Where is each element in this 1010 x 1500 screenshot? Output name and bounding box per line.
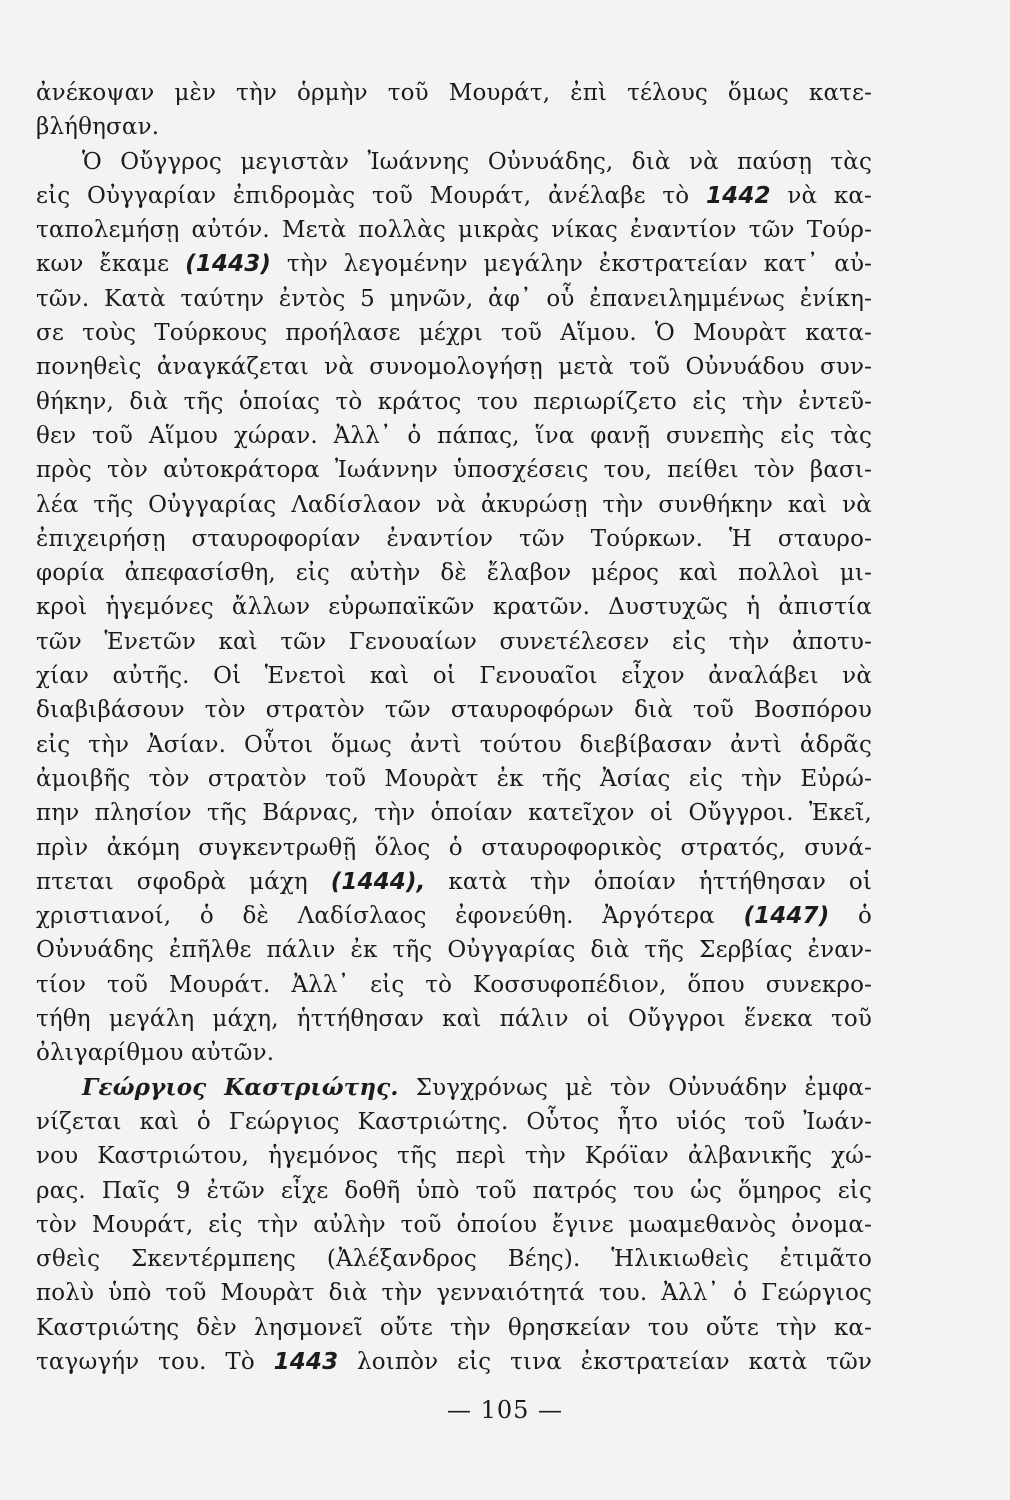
text-line: τήθη μεγάλη μάχη, ἡττήθησαν καὶ πάλιν οἱ Οὔγγροι ἕνεκα τοῦ bbox=[36, 1006, 872, 1033]
text-fragment: Συγχρόνως μὲ τὸν Οὐνυάδην ἐμφα- bbox=[415, 1074, 872, 1101]
text-line: τῶν Ἑνετῶν καὶ τῶν Γενουαίων συνετέλεσεν εἰς τὴν ἀποτυ- bbox=[36, 628, 872, 655]
section-heading: Γεώργιος Καστριώτης. bbox=[82, 1073, 399, 1101]
text-line: πολὺ ὑπὸ τοῦ Μουρὰτ διὰ τὴν γενναιότητά του. Ἀλλ᾽ ὁ Γεώργιος bbox=[36, 1280, 872, 1307]
text-fragment: κατὰ τὴν ὁποίαν ἡττήθησαν οἱ bbox=[448, 868, 872, 895]
text-line: Οὐνυάδης ἐπῆλθε πάλιν ἐκ τῆς Οὐγγαρίας διὰ τῆς Σερβίας ἐναν- bbox=[36, 937, 872, 964]
text-fragment: λοιπὸν εἰς τινα ἐκστρατείαν κατὰ τῶν bbox=[357, 1348, 872, 1375]
text-fragment: ὁ bbox=[858, 903, 872, 930]
body-text bbox=[36, 76, 872, 1379]
year-emphasis: 1443 bbox=[273, 1348, 339, 1375]
text-line bbox=[36, 899, 872, 933]
text-line: σθεὶς Σκεντέρμπεης (Ἀλέξανδρος Βέης). Ἡλικιωθεὶς ἐτιμᾶτο bbox=[36, 1246, 872, 1273]
text-line bbox=[36, 865, 872, 899]
text-line: σε τοὺς Τούρκους προήλασε μέχρι τοῦ Αἵμου. Ὁ Μουρὰτ κατα- bbox=[36, 320, 872, 347]
text-fragment: εἰς Οὐγγαρίαν ἐπιδρομὰς τοῦ Μουράτ, ἀνέλαβε τὸ bbox=[36, 182, 690, 209]
text-line bbox=[36, 1071, 872, 1105]
text-line bbox=[36, 1345, 872, 1379]
text-line: ταπολεμήσῃ αὐτόν. Μετὰ πολλὰς μικρὰς νίκας ἐναντίον τῶν Τούρ- bbox=[36, 217, 872, 244]
text-line: πρὶν ἀκόμη συγκεντρωθῇ ὅλος ὁ σταυροφορικὸς στρατός, συνά- bbox=[36, 834, 872, 861]
text-line: φορία ἀπεφασίσθη, εἰς αὐτὴν δὲ ἔλαβον μέρος καὶ πολλοὶ μι- bbox=[36, 560, 872, 587]
text-line: θήκην, διὰ τῆς ὁποίας τὸ κράτος του περιωρίζετο εἰς τὴν ἐντεῦ- bbox=[36, 388, 872, 415]
text-line: εἰς τὴν Ἀσίαν. Οὗτοι ὅμως ἀντὶ τούτου διεβίβασαν ἀντὶ ἁδρᾶς bbox=[36, 731, 872, 758]
year-emphasis: 1442 bbox=[706, 182, 771, 209]
text-line: ὀλιγαρίθμου αὐτῶν. bbox=[36, 1040, 275, 1067]
year-emphasis: (1444), bbox=[330, 868, 426, 895]
text-line: ἀμοιβῆς τὸν στρατὸν τοῦ Μουρὰτ ἐκ τῆς Ἀσίας εἰς τὴν Εὐρώ- bbox=[36, 765, 872, 792]
text-line: ἐπιχειρήσῃ σταυροφορίαν ἐναντίον τῶν Τούρκων. Ἡ σταυρο- bbox=[36, 525, 872, 552]
text-line: τῶν. Κατὰ ταύτην ἐντὸς 5 μηνῶν, ἀφ᾽ οὗ ἐπανειλημμένως ἐνίκη- bbox=[36, 285, 872, 312]
text-line: λέα τῆς Οὐγγαρίας Λαδίσλαον νὰ ἀκυρώσῃ τὴν συνθήκην καὶ νὰ bbox=[36, 491, 872, 518]
text-fragment: νὰ κα- bbox=[787, 182, 872, 209]
text-line: ἀνέκοψαν μὲν τὴν ὁρμὴν τοῦ Μουράτ, ἐπὶ τέλους ὅμως κατε- bbox=[36, 80, 872, 106]
text-line: νου Καστριώτου, ἡγεμόνος τῆς περὶ τὴν Κρόϊαν ἀλβανικῆς χώ- bbox=[36, 1143, 872, 1170]
text-fragment: χριστιανοί, ὁ δὲ Λαδίσλαος ἐφονεύθη. Ἀργότερα bbox=[36, 903, 715, 930]
text-line bbox=[36, 179, 872, 213]
text-line: πονηθεὶς ἀναγκάζεται νὰ συνομολογήσῃ μετὰ τοῦ Οὐνυάδου συν- bbox=[36, 354, 872, 381]
text-line bbox=[36, 247, 872, 281]
text-line: διαβιβάσουν τὸν στρατὸν τῶν σταυροφόρων διὰ τοῦ Βοσπόρου bbox=[36, 697, 872, 724]
year-emphasis: (1447) bbox=[743, 903, 830, 930]
year-emphasis: (1443) bbox=[185, 251, 272, 278]
text-line: πην πλησίον τῆς Βάρνας, τὴν ὁποίαν κατεῖχον οἱ Οὔγγροι. Ἐκεῖ, bbox=[36, 800, 872, 827]
text-line: Καστριώτης δὲν λησμονεῖ οὔτε τὴν θρησκείαν του οὔτε τὴν κα- bbox=[36, 1314, 872, 1341]
text-line: πρὸς τὸν αὐτοκράτορα Ἰωάννην ὑποσχέσεις του, πείθει τὸν βασι- bbox=[36, 457, 872, 484]
text-line: κροὶ ἡγεμόνες ἄλλων εὐρωπαϊκῶν κρατῶν. Δυστυχῶς ἡ ἀπιστία bbox=[36, 594, 872, 621]
text-line: τίον τοῦ Μουράτ. Ἀλλ᾽ εἰς τὸ Κοσσυφοπέδιον, ὅπου συνεκρο- bbox=[36, 971, 872, 998]
text-line: θεν τοῦ Αἵμου χώραν. Ἀλλ᾽ ὁ πάπας, ἵνα φανῇ συνεπὴς εἰς τὰς bbox=[36, 422, 872, 449]
text-fragment: κων ἔκαμε bbox=[36, 251, 170, 278]
text-line: ρας. Παῖς 9 ἐτῶν εἶχε δοθῆ ὑπὸ τοῦ πατρός του ὡς ὅμηρος εἰς bbox=[36, 1177, 872, 1204]
text-line: Ὁ Οὔγγρος μεγιστὰν Ἰωάννης Οὐνυάδης, διὰ νὰ παύσῃ τὰς bbox=[82, 148, 872, 175]
text-line: βλήθησαν. bbox=[36, 114, 160, 141]
text-line: νίζεται καὶ ὁ Γεώργιος Καστριώτης. Οὗτος ἦτο υἱός τοῦ Ἰωάν- bbox=[36, 1108, 872, 1135]
text-fragment: τὴν λεγομένην μεγάλην ἐκστρατείαν κατ᾽ αὐ- bbox=[286, 251, 872, 278]
text-fragment: ταγωγήν του. Τὸ bbox=[36, 1348, 255, 1375]
text-fragment: πτεται σφοδρὰ μάχη bbox=[36, 868, 308, 895]
text-line: χίαν αὐτῆς. Οἱ Ἑνετοὶ καὶ οἱ Γενουαῖοι εἶχον ἀναλάβει νὰ bbox=[36, 663, 872, 690]
text-line: τὸν Μουράτ, εἰς τὴν αὐλὴν τοῦ ὁποίου ἔγινε μωαμεθανὸς ὀνομα- bbox=[36, 1211, 872, 1238]
page-number: — 105 — bbox=[446, 1396, 564, 1424]
